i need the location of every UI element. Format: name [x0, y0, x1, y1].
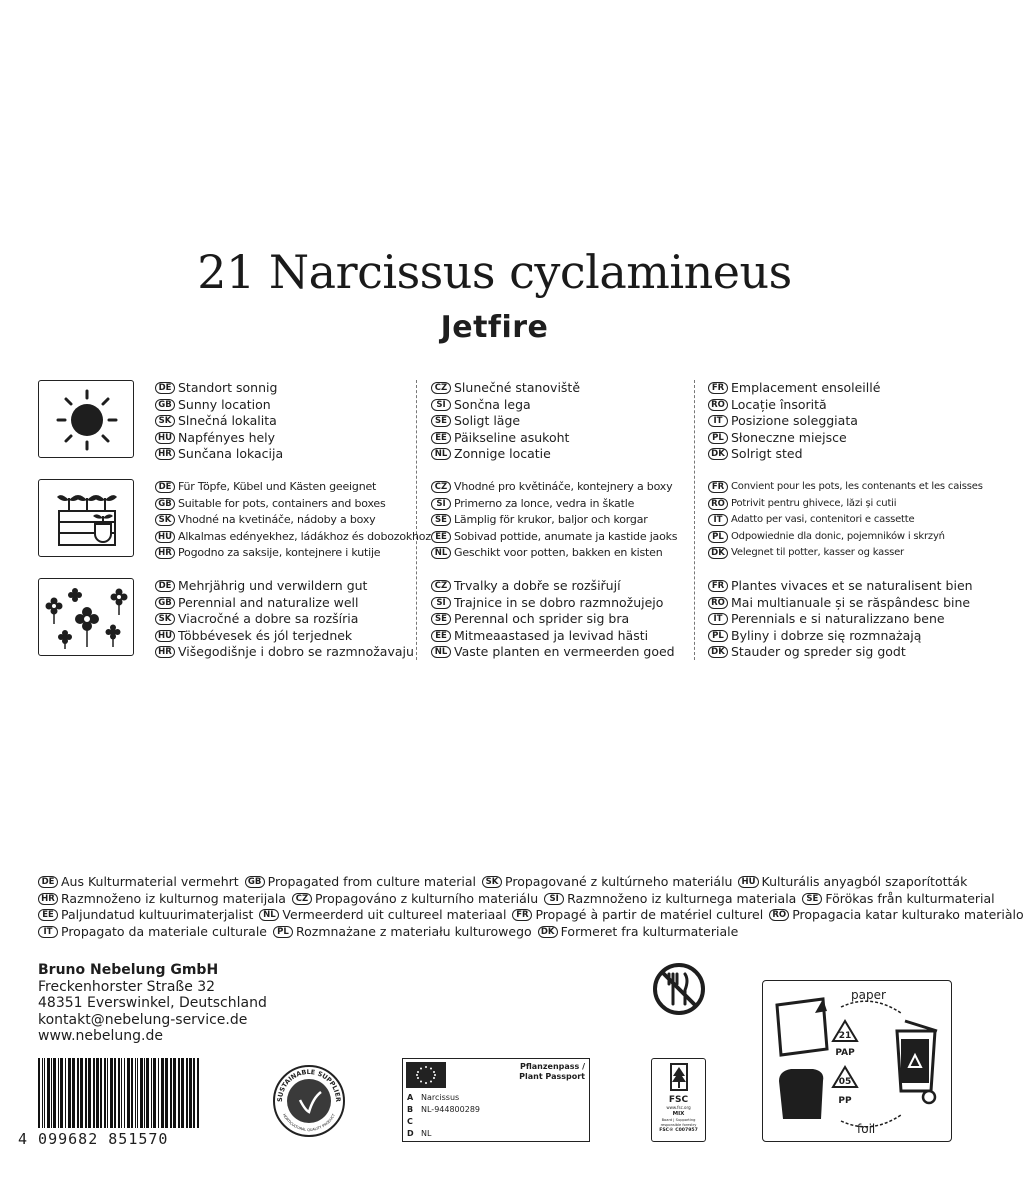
svg-text:foil: foil [857, 1122, 876, 1136]
barcode-bar [114, 1058, 116, 1128]
barcode-bar [178, 1058, 180, 1128]
barcode-bar [60, 1058, 63, 1128]
barcode-bar [107, 1058, 108, 1128]
barcode-bar [104, 1058, 106, 1128]
barcode-bar [68, 1058, 71, 1128]
barcode-bar [51, 1058, 52, 1128]
fsc-logo: FSC www.fsc.org MIX Board | Supporting responsible forestry FSC® C007957 [651, 1058, 706, 1142]
sun-icon [39, 381, 135, 459]
barcode-bar [121, 1058, 122, 1128]
sun-icon-box [38, 380, 134, 458]
section-sun-col1: DE Standort sonnig GB Sunny location SK Slnečná lokalita HU Napfényes hely HR Sunčana lokacija [155, 380, 425, 463]
passport-header: Pflanzenpass / Plant Passport [519, 1062, 585, 1081]
section-planter-col1: DE Für Töpfe, Kübel und Kästen geeignet GB Suitable for pots, containers and boxes SK Vhodné na kvetináče, nádoby a boxy HU Alkalmas edényekhez, ládákhoz és dobozokhoz HR Pogodno za saksije, kontejnere i kutije [155, 479, 425, 562]
barcode-bar [38, 1058, 40, 1128]
planter-icon-box [38, 479, 134, 557]
svg-text:PP: PP [838, 1096, 852, 1106]
barcode-bar [44, 1058, 45, 1128]
barcode-bar [80, 1058, 83, 1128]
eu-flag-icon [406, 1062, 446, 1088]
svg-text:21: 21 [838, 1031, 852, 1041]
company-email[interactable]: kontakt@nebelung-service.de [38, 1011, 248, 1028]
barcode-bar [85, 1058, 87, 1128]
company-city: 48351 Everswinkel, Deutschland [38, 995, 267, 1011]
svg-text:PAP: PAP [835, 1048, 855, 1058]
barcode-bar [153, 1058, 156, 1128]
barcode-bar [193, 1058, 195, 1128]
barcode-bar [100, 1058, 102, 1128]
barcode-bar [42, 1058, 43, 1128]
not-edible-icon [652, 962, 706, 1016]
flowers-icon-box [38, 578, 134, 656]
product-title: 21 Narcissus cyclamineus [197, 245, 792, 299]
barcode-bar [146, 1058, 149, 1128]
fsc-tree-icon [659, 1062, 699, 1092]
barcode-bar [88, 1058, 91, 1128]
recycling-diagram [763, 981, 951, 1141]
company-website[interactable]: www.nebelung.de [38, 1028, 163, 1044]
section-sun-col3: FR Emplacement ensoleillé RO Locație însorită IT Posizione soleggiata PL Słoneczne miejsce DK Solrigt sted [708, 380, 978, 463]
section-flowers-col3: FR Plantes vivaces et se naturalisent bien RO Mai multianuale și se răspândesc bine IT Perennials e si naturalizzano bene PL Byliny i dobrze się rozmnażają DK Stauder og spreder sig godt [708, 578, 978, 661]
barcode-bar [118, 1058, 120, 1128]
barcode-bar [186, 1058, 188, 1128]
barcode-number: 4 099682 851570 [18, 1130, 169, 1148]
barcode-bar [53, 1058, 56, 1128]
svg-text:SUSTAINABLE SUPPLIER: SUSTAINABLE SUPPLIER [275, 1067, 343, 1103]
barcode-bar [77, 1058, 79, 1128]
barcode-bar [96, 1058, 99, 1128]
section-sun-col2: CZ Slunečné stanoviště SI Sončna lega SE Soligt läge EE Päikseline asukoht NL Zonnige locatie [431, 380, 701, 463]
barcode-bar [58, 1058, 59, 1128]
barcode-bar [144, 1058, 145, 1128]
barcode-bar [173, 1058, 176, 1128]
barcode-bar [124, 1058, 125, 1128]
barcode-bar [181, 1058, 184, 1128]
svg-text:05: 05 [838, 1077, 852, 1087]
barcode-bar [165, 1058, 168, 1128]
barcode-bar [127, 1058, 130, 1128]
barcode-bar [72, 1058, 75, 1128]
barcode-bar [137, 1058, 138, 1128]
product-subtitle: Jetfire [440, 310, 549, 345]
barcode-bar [110, 1058, 113, 1128]
barcode-bar [151, 1058, 152, 1128]
culture-material-notice: DE Aus Kulturmaterial vermehrt GB Propagated from culture material SK Propagované z kultúrneho materiálu HU Kulturális anyagból szaporították HR Razmnoženo iz kulturnog materijala CZ Propagováno z kulturního materiálu SI Razmnoženo iz kulturnega materiala SE Förökas från kulturmaterial EE Paljundatud kultuurimaterjalist NL Vermeerderd uit cultureel materiaal FR Propagé à partir de matériel culturel RO Propagacia katar kulturako materiàlo IT Propagato da materiale culturale PL Rozmnażane z materiału kulturowego DK Formeret fra kulturmateriale [38, 874, 968, 940]
barcode-bar [140, 1058, 143, 1128]
barcode-bar [131, 1058, 133, 1128]
barcode [38, 1058, 200, 1136]
barcode-bar [170, 1058, 172, 1128]
sustainable-supplier-seal [272, 1064, 346, 1138]
barcode-bar [158, 1058, 159, 1128]
barcode-bar [65, 1058, 66, 1128]
section-flowers-col2: CZ Trvalky a dobře se rozšiřují SI Trajnice in se dobro razmnožujejo SE Perennal och sprider sig bra EE Mitmeaastased ja levivad hästi NL Vaste planten en vermeerden goed [431, 578, 701, 661]
svg-text:HORTICULTURAL QUALITY PRODUCT: HORTICULTURAL QUALITY PRODUCT [281, 1113, 337, 1133]
barcode-bar [135, 1058, 136, 1128]
section-flowers-col1: DE Mehrjährig und verwildern gut GB Perennial and naturalize well SK Viacročné a dobre sa rozšíria HU Többévesek és jól terjednek HR Višegodišnje i dobro se razmnožavaju [155, 578, 425, 661]
barcode-bar [197, 1058, 199, 1128]
company-name: Bruno Nebelung GmbH [38, 962, 219, 978]
barcode-bar [189, 1058, 192, 1128]
planter-box-icon [39, 480, 135, 558]
barcode-bar [47, 1058, 50, 1128]
flowers-icon [39, 579, 135, 657]
recycling-info [762, 980, 952, 1142]
plant-passport: Pflanzenpass / Plant Passport A Narcissus B NL-944800289 C D NL [402, 1058, 590, 1142]
company-address [38, 962, 267, 1045]
company-street: Freckenhorster Straße 32 [38, 978, 216, 995]
svg-text:paper: paper [851, 988, 886, 1002]
section-planter-col2: CZ Vhodné pro květináče, kontejnery a boxy SI Primerno za lonce, vedra in škatle SE Lämplig för krukor, baljor och korgar EE Sobivad pottide, anumate ja kastide jaoks NL Geschikt voor potten, bakken en kisten [431, 479, 701, 562]
section-planter-col3: FR Convient pour les pots, les contenants et les caisses RO Potrivit pentru ghivece, lăzi și cutii IT Adatto per vasi, contenitori e cassette PL Odpowiednie dla donic, pojemników i skrzyń DK Velegnet til potter, kasser og kasser [708, 479, 978, 562]
barcode-bar [161, 1058, 164, 1128]
barcode-bar [93, 1058, 95, 1128]
